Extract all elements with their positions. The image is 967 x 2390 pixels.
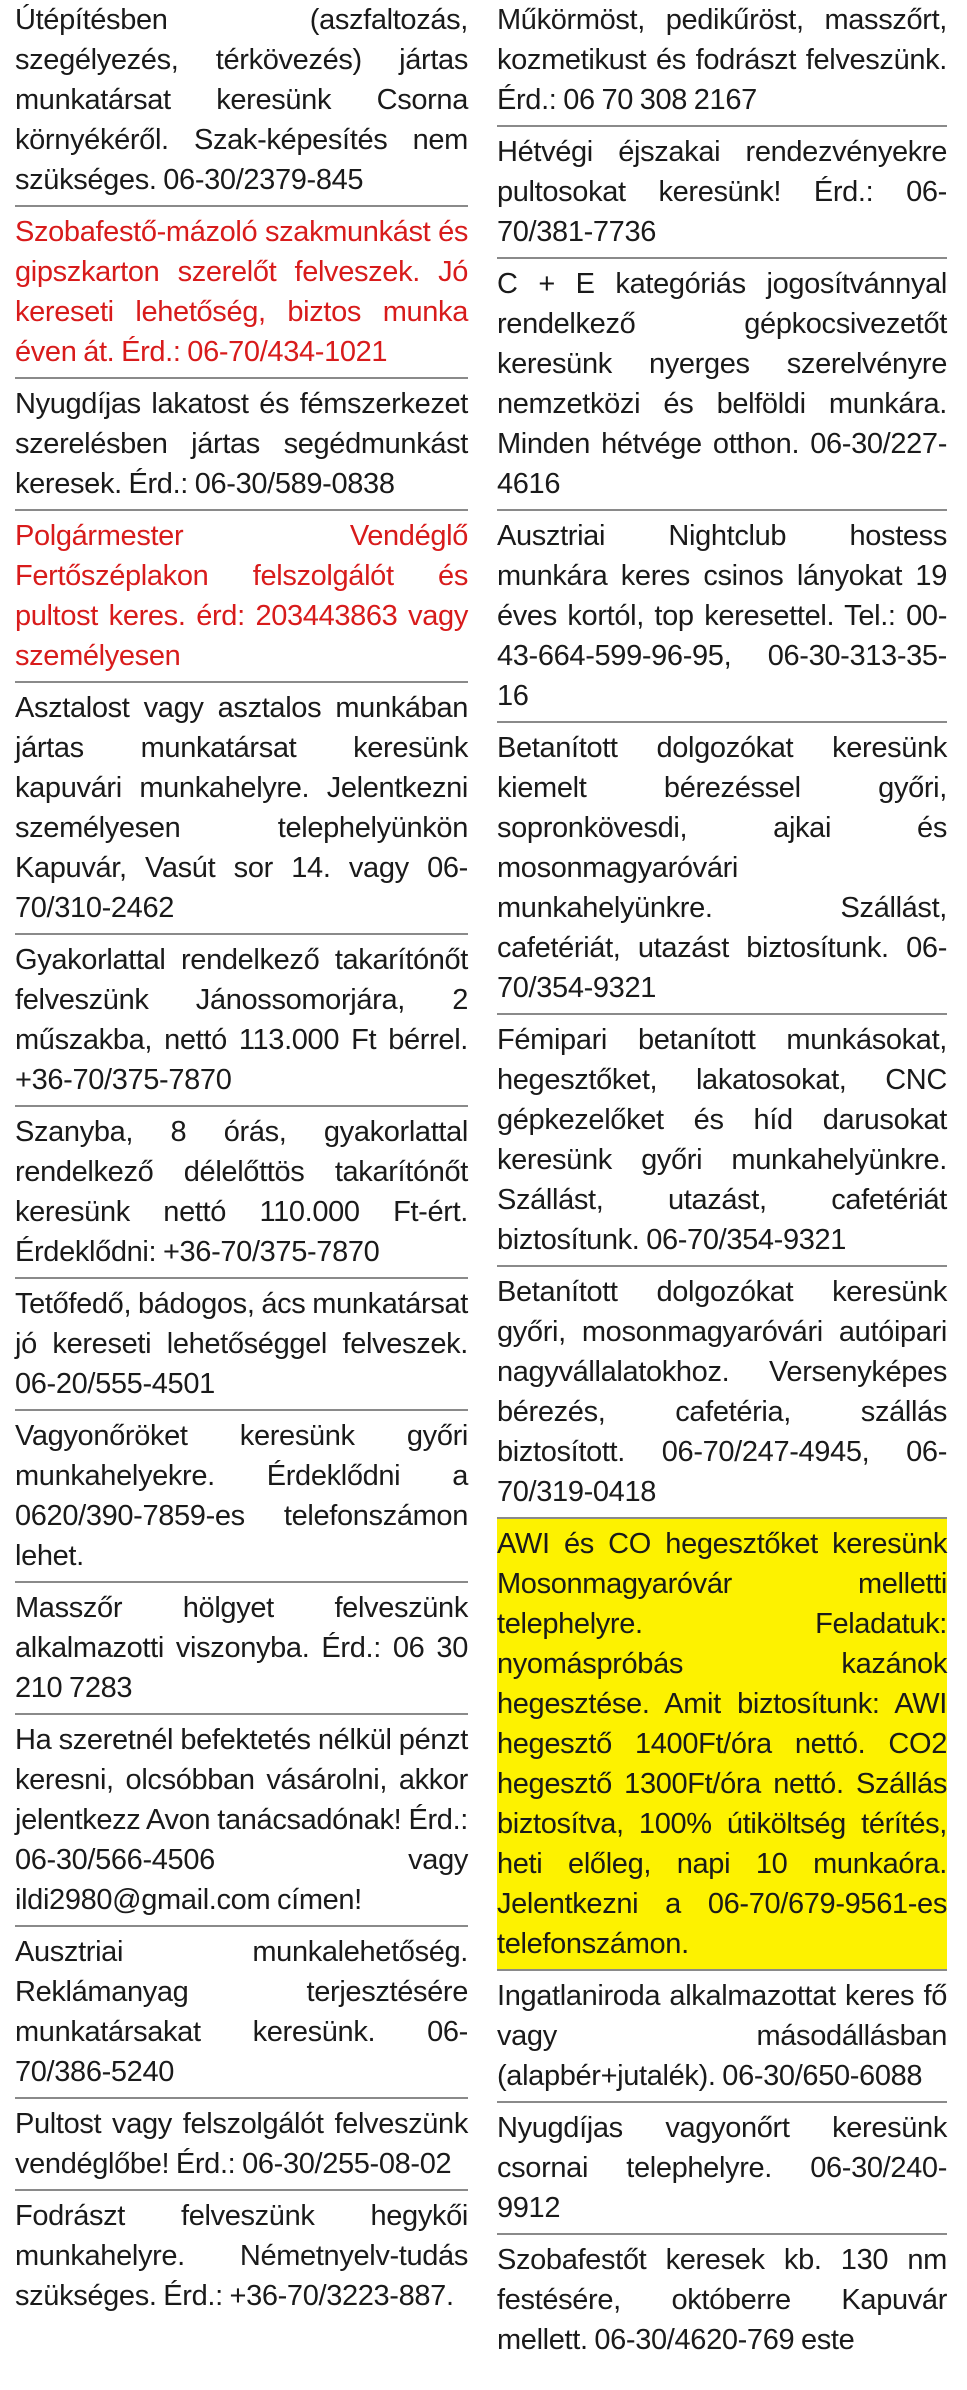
classified-ad: Fodrászt felveszünk hegykői munkahelyre. Németnyelv-tudás szükséges. Érd.: +36-70/3223-887. bbox=[15, 2200, 468, 2312]
right-column bbox=[497, 0, 947, 2365]
classified-ad: Nyugdíjas lakatost és fémszerkezet szerelésben jártas segédmunkást keresek. Érd.: 06-30/589-0838 bbox=[15, 379, 468, 511]
classified-ad: Műkörmöst, pedikűröst, masszőrt, kozmetikust és fodrászt felveszünk. Érd.: 06 70 308 2167 bbox=[497, 0, 947, 127]
classified-ad: Ha szeretnél befektetés nélkül pénzt keresni, olcsóbban vásárolni, akkor jelentkezz Avon tanácsadónak! Érd.: 06-30/566-4506 vagy ildi2980@gmail.com címen! bbox=[15, 1715, 468, 1927]
classified-ad: Vagyonőröket keresünk győri munkahelyekre. Érdeklődni a 0620/390-7859-es telefonszámon lehet. bbox=[15, 1411, 468, 1583]
classified-ad: Tetőfedő, bádogos, ács munkatársat jó kereseti lehetőséggel felveszek. 06-20/555-4501 bbox=[15, 1279, 468, 1411]
classified-ad: Ausztriai Nightclub hostess munkára keres csinos lányokat 19 éves kortól, top keresettel. Tel.: 00-43-664-599-96-95, 06-30-313-35-16 bbox=[497, 511, 947, 723]
classified-ad: Gyakorlattal rendelkező takarítónőt felveszünk Jánossomorjára, 2 műszakba, nettó 113.000 Ft bérrel. +36-70/375-7870 bbox=[15, 935, 468, 1107]
classified-ad: Asztalost vagy asztalos munkában jártas munkatársat keresünk kapuvári munkahelyre. Jelentkezni személyesen telephelyünkön Kapuvár, Vasút sor 14. vagy 06-70/310-2462 bbox=[15, 683, 468, 935]
left-column bbox=[15, 0, 468, 2321]
classified-ad: Masszőr hölgyet felveszünk alkalmazotti viszonyba. Érd.: 06 30 210 7283 bbox=[15, 1583, 468, 1715]
classified-ad: Betanított dolgozókat keresünk győri, mosonmagyaróvári autóipari nagyvállalatokhoz. Versenyképes bérezés, cafetéria, szállás biztosított. 06-70/247-4945, 06-70/319-0418 bbox=[497, 1267, 947, 1519]
classified-ad: Nyugdíjas vagyonőrt keresünk csornai telephelyre. 06-30/240-9912 bbox=[497, 2103, 947, 2235]
classified-ad-highlighted: AWI és CO hegesztőket keresünk Mosonmagyaróvár melletti telephelyre. Feladatuk: nyomáspróbás kazánok hegesztése. Amit biztosítunk: AWI hegesztő 1400Ft/óra nettó. CO2 hegesztő 1300Ft/óra nettó. Szállás biztosítva, 100% útiköltség térítés, heti előleg, napi 10 munkaóra. Jelentkezni a 06-70/679-9561-es telefonszámon. bbox=[497, 1519, 947, 1971]
classified-ad: C + E kategóriás jogosítvánnyal rendelkező gépkocsivezetőt keresünk nyerges szerelvényre nemzetközi és belföldi munkára. Minden hétvége otthon. 06-30/227-4616 bbox=[497, 259, 947, 511]
classified-ad: Hétvégi éjszakai rendezvényekre pultosokat keresünk! Érd.: 06-70/381-7736 bbox=[497, 127, 947, 259]
classified-ad: Szobafestő-mázoló szakmunkást és gipszkarton szerelőt felveszek. Jó kereseti lehetőség, biztos munka éven át. Érd.: 06-70/434-1021 bbox=[15, 207, 468, 379]
classified-ad: Ausztriai munkalehetőség. Reklámanyag terjesztésére munkatársakat keresünk. 06-70/386-5240 bbox=[15, 1927, 468, 2099]
classified-ad: Útépítésben (aszfaltozás, szegélyezés, térkövezés) jártas munkatársat keresünk Csorna környékéről. Szak-képesítés nem szükséges. 06-30/2379-845 bbox=[15, 0, 468, 207]
classified-ad: Szobafestőt keresek kb. 130 nm festésére, októberre Kapuvár mellett. 06-30/4620-769 este bbox=[497, 2244, 947, 2356]
classified-ad: Polgármester Vendéglő Fertőszéplakon felszolgálót és pultost keres. érd: 203443863 vagy személyesen bbox=[15, 511, 468, 683]
classified-ad: Fémipari betanított munkásokat, hegesztőket, lakatosokat, CNC gépkezelőket és híd darusokat keresünk győri munkahelyünkre. Szállást, utazást, cafetériát biztosítunk. 06-70/354-9321 bbox=[497, 1015, 947, 1267]
classified-ad: Szanyba, 8 órás, gyakorlattal rendelkező délelőttös takarítónőt keresünk nettó 110.000 Ft-ért. Érdeklődni: +36-70/375-7870 bbox=[15, 1107, 468, 1279]
classified-ad: Ingatlaniroda alkalmazottat keres fő vagy másodállásban (alapbér+jutalék). 06-30/650-6088 bbox=[497, 1971, 947, 2103]
classified-ad: Betanított dolgozókat keresünk kiemelt bérezéssel győri, sopronkövesdi, ajkai és mosonmagyaróvári munkahelyünkre. Szállást, cafetériát, utazást biztosítunk. 06-70/354-9321 bbox=[497, 723, 947, 1015]
classified-ad: Pultost vagy felszolgálót felveszünk vendéglőbe! Érd.: 06-30/255-08-02 bbox=[15, 2099, 468, 2191]
